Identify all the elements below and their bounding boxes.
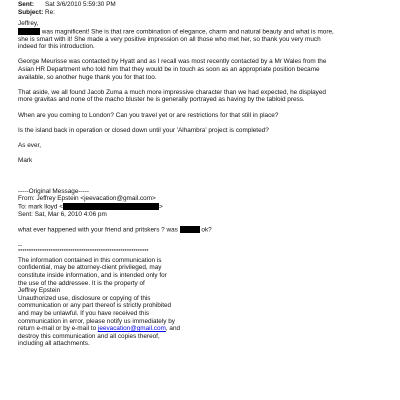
subject-header-row <box>18 9 388 17</box>
paragraph-1-line-2: she is smart with it! She made a very positive impression on all those who met her, so thank you very much <box>18 35 321 43</box>
sent-header-row <box>18 1 388 9</box>
redaction-box <box>63 203 159 210</box>
signature-dashes: -- <box>18 241 23 249</box>
notice-line: The information contained in this communication is <box>18 256 162 264</box>
redaction-box <box>180 226 200 233</box>
notice-line: confidential, may be attorney-client privileged, may <box>18 264 162 272</box>
notice-line: Unauthorized use, disclosure or copying of this <box>18 294 151 302</box>
original-message-body: what ever happened with your friend and pritskers ? was ok? <box>18 226 212 234</box>
paragraph-1-line-3: indeed for this introduction. <box>18 43 95 51</box>
paragraph-1: was magnificent! She is that rare combination of elegance, charm and natural beauty and what is more, <box>18 28 388 36</box>
notice-line: and may be unlawful. If you have received this <box>18 310 150 318</box>
notice-line: communication or any part thereof is strictly prohibited <box>18 302 172 310</box>
paragraph-2-line-1: George Meurisse was contacted by Hyatt and as I recall was most recently contacted by a Mr Wales from the <box>18 58 327 66</box>
signature: Mark <box>18 157 33 165</box>
subject-label: Subject: <box>18 8 44 16</box>
paragraph-2-line-3: available, so another huge thank you for that too. <box>18 73 157 81</box>
subject-value: Re: <box>45 8 55 16</box>
redaction-box <box>18 28 40 35</box>
paragraph-5: Is the island back in operation or closed down until your 'Alhambra' project is completed? <box>18 126 269 134</box>
original-to: To: mark lloyd < > <box>18 203 163 211</box>
notice-line: including all attachments. <box>18 340 90 348</box>
notice-line: constitute inside information, and is intended only for <box>18 272 167 280</box>
sent-label: Sent: <box>18 1 34 8</box>
original-message-separator: -----Original Message----- <box>18 187 90 195</box>
notice-line: destroy this communication and all copies thereof, <box>18 332 160 340</box>
original-sent: Sent: Sat, Mar 6, 2010 4:06 pm <box>18 210 107 218</box>
greeting: Jeffrey, <box>18 19 39 27</box>
notice-line: Jeffrey Epstein <box>18 287 61 295</box>
closing: As ever, <box>18 141 42 149</box>
paragraph-4: When are you coming to London? Can you travel yet or are restrictions for that still in place? <box>18 111 279 119</box>
confidentiality-notice <box>18 257 228 348</box>
paragraph-2-line-2: Asian HR Department who told him that they would be in touch as soon as an appropriate position became <box>18 66 320 74</box>
email-link[interactable]: jeevacation@gmail.com <box>97 325 166 333</box>
paragraph-3-line-2: more gravitas and none of the macho bluster he is generally portrayed as having by the tabloid press. <box>18 96 305 104</box>
notice-line: return e-mail or by e-mail to jeevacation@gmail.com, and <box>18 325 181 333</box>
paragraph-3-line-1: That aside, we all found Jacob Zuma a much more impressive character than we had expected, he displayed <box>18 88 326 96</box>
notice-line: the use of the addressee. It is the property of <box>18 279 145 287</box>
asterisk-line: ************************************************************ <box>18 249 149 256</box>
original-from: From: Jeffrey Epstein <jeevacation@gmail.com> <box>18 195 156 203</box>
email-document <box>18 0 388 348</box>
notice-line: communication in error, please notify us immediately by <box>18 317 175 325</box>
sent-value: Sat 3/6/2010 5:59:30 PM <box>45 1 116 8</box>
